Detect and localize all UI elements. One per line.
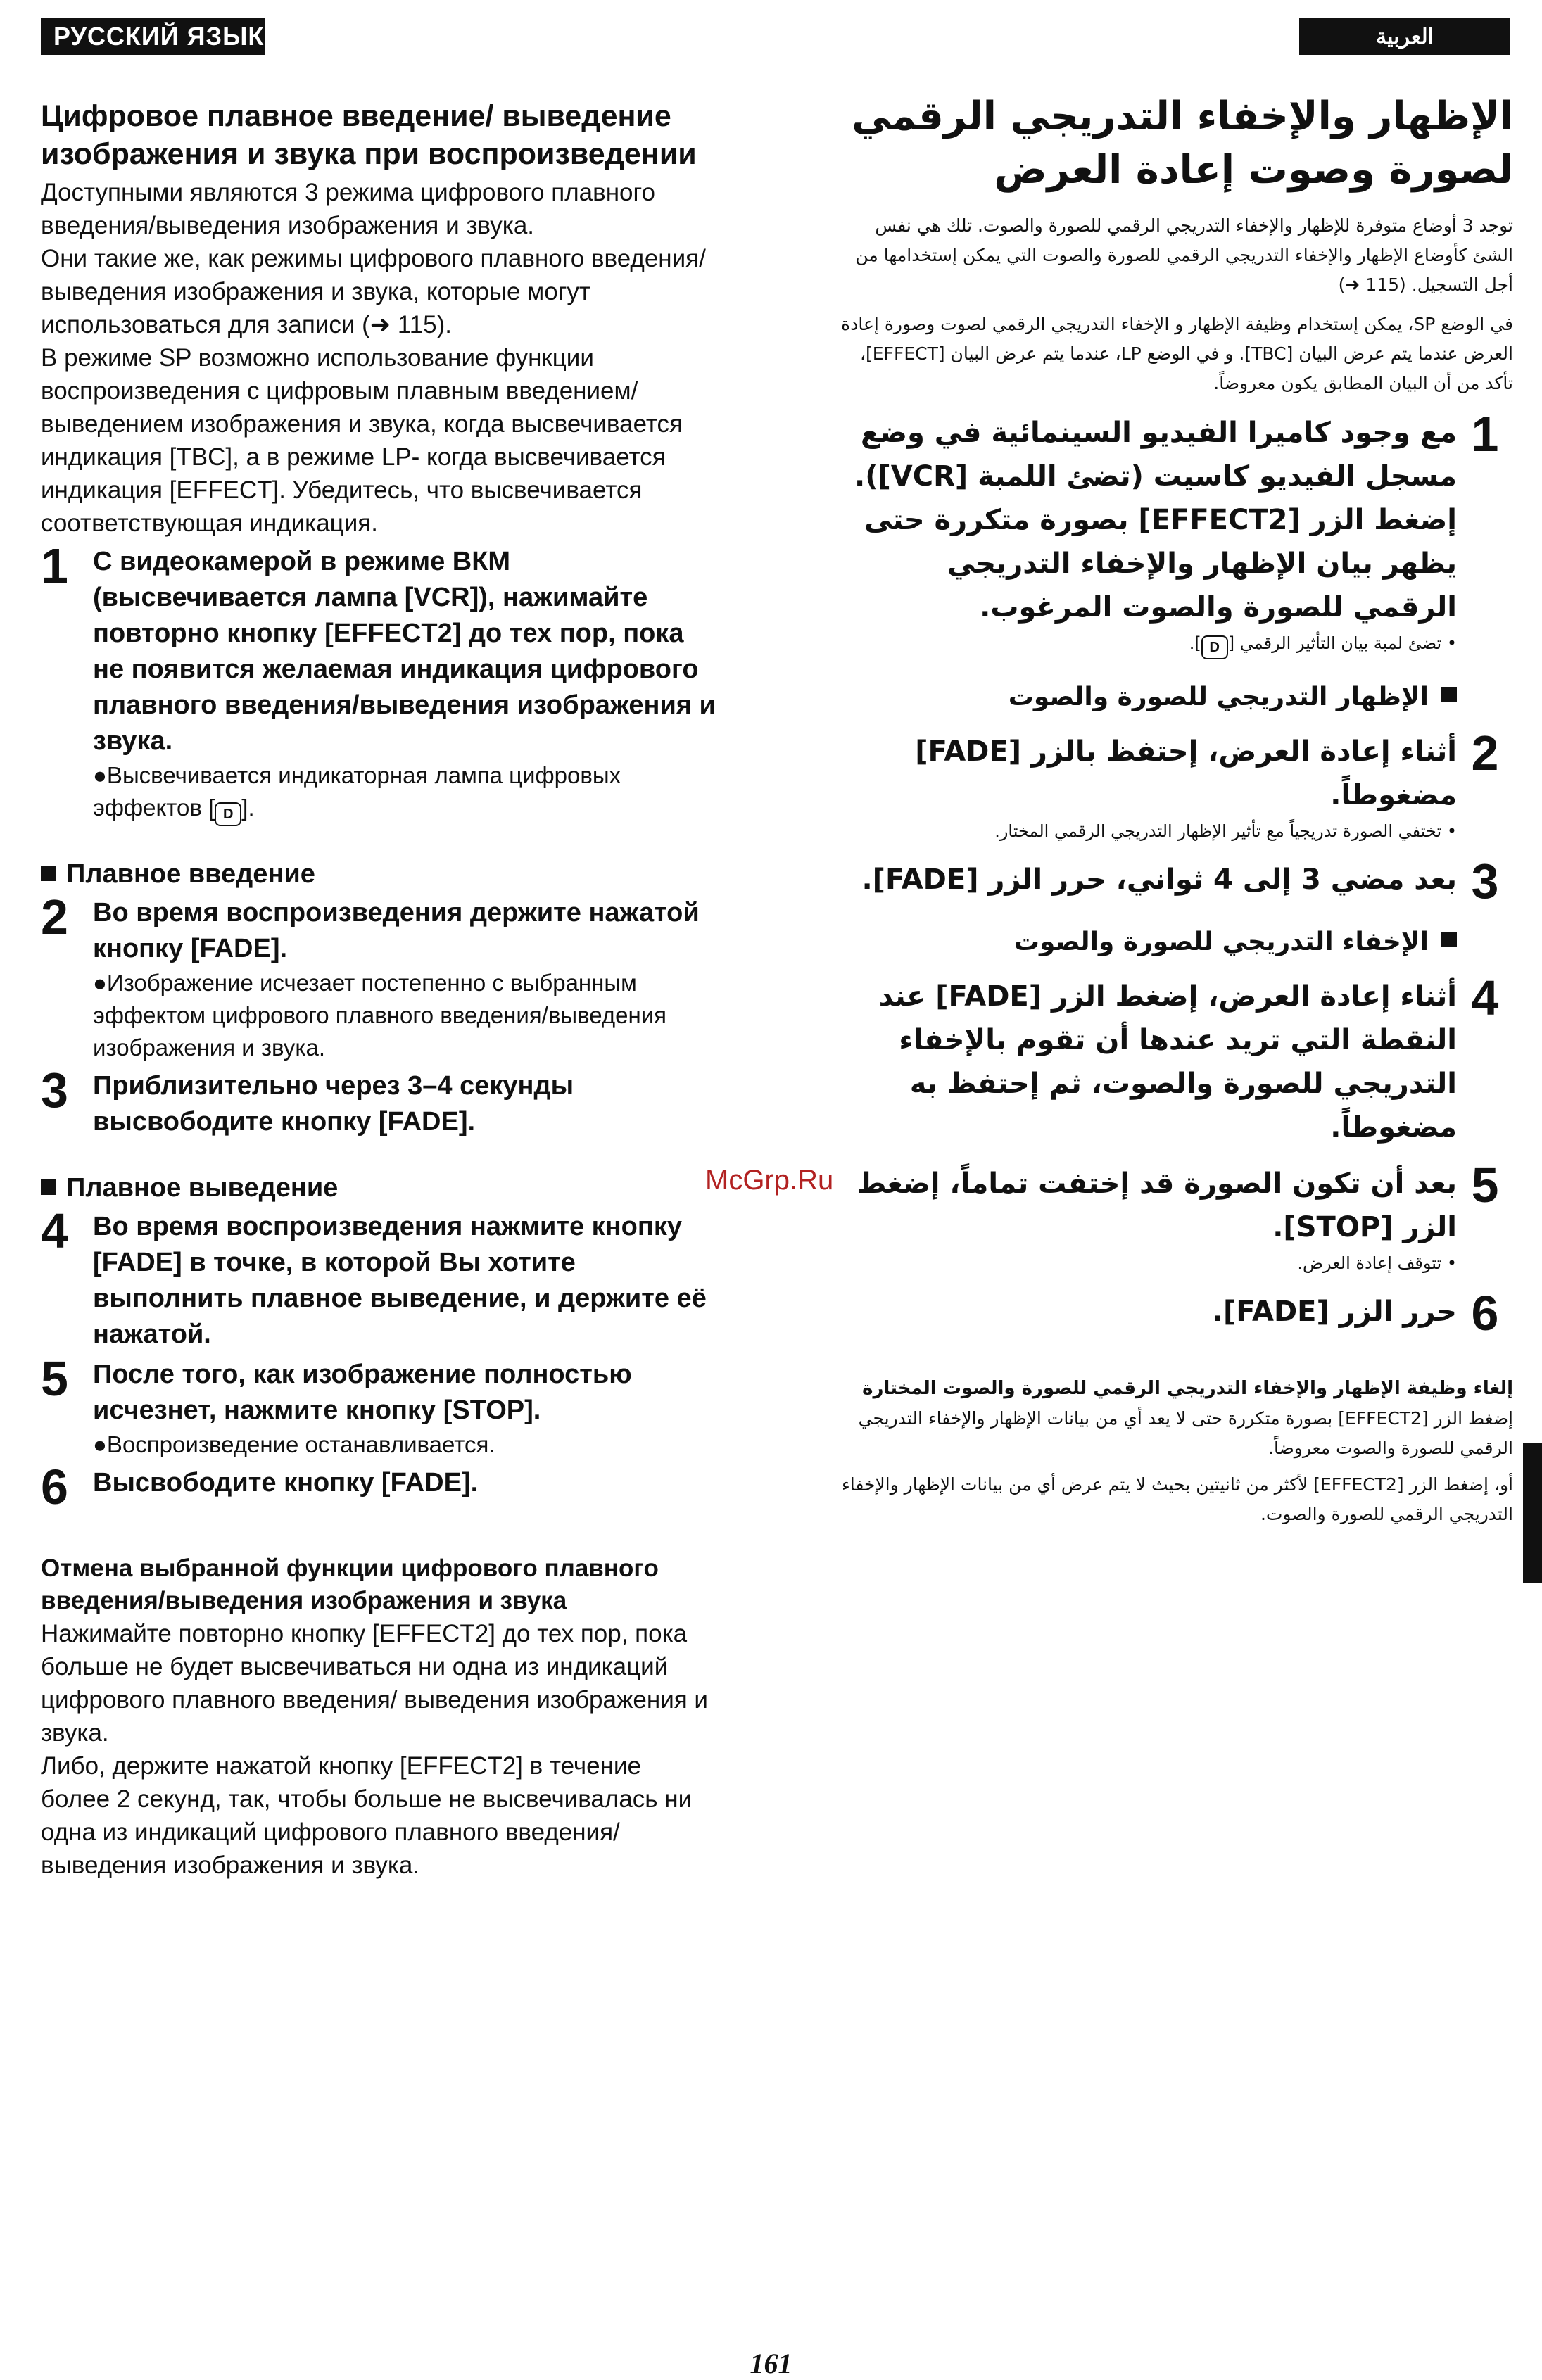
ru-intro-3: В режиме SP возможно использование функции воспроизведения с цифровым плавным введением/ выведением изображения и звука, когда высвечивается индикация [TBC], а в режиме LP- когда высвечивается индикация [EFFECT]. Убедитесь, что высвечивается соответствующая индикация.	[41, 344, 683, 537]
ru-step-6-text: Высвободите кнопку [FADE].	[93, 1468, 479, 1498]
ar-step-2-number: 2	[1471, 726, 1499, 780]
ru-step-5-note: ●Воспроизведение останавливается.	[93, 1431, 495, 1457]
ru-step-5	[41, 1351, 716, 1461]
ar-intro-2: في الوضع SP، يمكن إستخدام وظيفة الإظهار و الإخفاء التدريجي الرقمي لصوت وصورة إعادة العرض عندما يتم عرض البيان [TBC]. و في الوضع LP، عندما يتم عرض البيان [EFFECT]، تأكد من أن البيان المطابق يكون معروضاً.	[841, 314, 1513, 393]
ru-title: Цифровое плавное введение/ выведение изображения и звука при воспроизведении	[41, 99, 697, 171]
ar-step-6-text: حرر الزر [FADE].	[1212, 1296, 1457, 1328]
language-header-russian-label: РУССКИЙ ЯЗЫК	[53, 22, 265, 51]
ru-step-2	[41, 890, 716, 1064]
ar-cancel-text-1: إضغط الزر [EFFECT2] بصورة متكررة حتى لا يعد أي من بيانات الإظهار والإخفاء التدريجي الرقمي للصورة والصوت معروضاً.	[858, 1408, 1513, 1458]
square-bullet-icon	[1441, 932, 1457, 947]
arabic-column	[838, 90, 1513, 1536]
ru-intro-1: Доступными являются 3 режима цифрового плавного введения/выведения изображения и звука.	[41, 179, 655, 239]
ar-cancel-heading: إلغاء وظيفة الإظهار والإخفاء التدريجي الرقمي للصورة والصوت المختارة	[862, 1378, 1513, 1399]
ar-step-2-text: أثناء إعادة العرض، إحتفظ بالزر [FADE] مضغوطاً.	[915, 735, 1457, 811]
russian-column	[41, 97, 716, 1882]
ru-step-1	[41, 538, 716, 826]
ar-cancel-text-2: أو، إضغط الزر [EFFECT2] لأكثر من ثانيتين بحيث لا يتم عرض أي من بيانات الإظهار والإخفاء التدريجي الرقمي للصورة والصوت.	[841, 1474, 1513, 1524]
side-index-tab	[1523, 1443, 1542, 1583]
ar-step-2-note: • تختفي الصورة تدريجياً مع تأثير الإظهار التدريجي الرقمي المختار.	[994, 821, 1457, 841]
language-header-russian	[41, 18, 265, 55]
ar-step-6	[838, 1286, 1513, 1341]
square-bullet-icon	[41, 1179, 56, 1195]
ar-step-5	[838, 1158, 1513, 1277]
ar-fade-out-heading: الإخفاء التدريجي للصورة والصوت	[838, 923, 1457, 962]
ru-fade-out-heading: Плавное выведение	[41, 1171, 716, 1205]
ru-step-2-number: 2	[41, 890, 68, 944]
ru-step-4-text: Во время воспроизведения нажмите кнопку [FADE] в точке, в которой Вы хотите выполнить плавное выведение, и держите её нажатой.	[93, 1212, 707, 1349]
ru-cancel-text-2: Либо, держите нажатой кнопку [EFFECT2] в течение более 2 секунд, так, чтобы больше не высвечивалась ни одна из индикаций цифрового плавного введения/выведения изображения и звука.	[41, 1752, 693, 1879]
ar-step-4-text: أثناء إعادة العرض، إضغط الزر [FADE] عند النقطة التي تريد عندها أن تقوم بالإخفاء التدريجي للصورة والصوت، ثم إحتفظ به مضغوطاً.	[878, 980, 1457, 1144]
ar-step-5-note: • تتوقف إعادة العرض.	[1297, 1253, 1457, 1273]
ar-intro-1: توجد 3 أوضاع متوفرة للإظهار والإخفاء التدريجي الرقمي للصورة والصوت. تلك هي نفس الشئ كأوضاع الإظهار والإخفاء التدريجي الرقمي للصورة والصوت التي يمكن إستخدامها من أجل التسجيل. (115 ➜)	[855, 215, 1513, 295]
ru-step-6-number: 6	[41, 1460, 68, 1514]
ru-step-3	[41, 1063, 716, 1140]
ar-step-3	[838, 854, 1513, 909]
ar-step-2	[838, 726, 1513, 845]
ru-step-1-text: С видеокамерой в режиме ВКМ (высвечивается лампа [VCR]), нажимайте повторно кнопку [EFFECT2] до тех пор, пока не появится желаемая индикация цифрового плавного введения/выведения изображения и звука.	[93, 547, 716, 756]
ar-step-1	[838, 407, 1513, 659]
ru-step-6	[41, 1460, 716, 1514]
ar-step-6-number: 6	[1471, 1286, 1499, 1341]
ar-step-4	[838, 970, 1513, 1149]
ar-step-1-text: مع وجود كاميرا الفيديو السينمائية في وضع مسجل الفيديو كاسيت (تضئ اللمبة [VCR]). إضغط الزر [EFFECT2] بصورة متكررة حتى يظهر بيان الإظهار والإخفاء التدريجي الرقمي للصورة والصوت المرغوب.	[854, 417, 1457, 624]
ru-step-4	[41, 1203, 716, 1353]
ar-step-3-number: 3	[1471, 854, 1499, 909]
ru-step-3-number: 3	[41, 1063, 68, 1118]
ru-step-5-text: После того, как изображение полностью исчезнет, нажмите кнопку [STOP].	[93, 1360, 632, 1425]
language-header-arabic-label: العربية	[1376, 25, 1434, 49]
ru-fade-in-heading: Плавное введение	[41, 857, 716, 891]
language-header-arabic	[1299, 18, 1510, 55]
digital-effect-icon: D	[215, 802, 241, 826]
ru-step-3-text: Приблизительно через 3–4 секунды высвободите кнопку [FADE].	[93, 1071, 574, 1137]
ru-cancel-text-1: Нажимайте повторно кнопку [EFFECT2] до тех пор, пока больше не будет высвечиваться ни одна из индикаций цифрового плавного введения/ выведения изображения и звука.	[41, 1620, 708, 1747]
ar-step-4-number: 4	[1471, 970, 1499, 1025]
ar-step-5-text: بعد أن تكون الصورة قد إختفت تماماً، إضغط الزر [STOP].	[857, 1167, 1457, 1243]
square-bullet-icon	[1441, 687, 1457, 702]
ru-step-5-number: 5	[41, 1351, 68, 1406]
ar-step-3-text: بعد مضي 3 إلى 4 ثواني، حرر الزر [FADE].	[861, 863, 1457, 896]
ru-step-1-note: ●Высвечивается индикаторная лампа цифровых эффектов [ D ].	[93, 759, 716, 826]
ru-step-1-number: 1	[41, 538, 68, 593]
digital-effect-icon: D	[1201, 635, 1228, 659]
square-bullet-icon	[41, 866, 56, 881]
ar-title: الإظهار والإخفاء التدريجي الرقمي لصورة وصوت إعادة العرض	[851, 94, 1513, 193]
page-number: 161	[750, 2348, 792, 2379]
ru-step-2-text: Во время воспроизведения держите нажатой кнопку [FADE].	[93, 898, 700, 963]
ar-step-1-number: 1	[1471, 407, 1499, 462]
ru-intro-2: Они такие же, как режимы цифрового плавного введения/выведения изображения и звука, которые могут использоваться для записи (➜ 115).	[41, 245, 706, 338]
ar-step-1-note: • تضئ لمبة بيان التأثير الرقمي [D].	[838, 629, 1457, 659]
ar-fade-in-heading: الإظهار التدريجي للصورة والصوت	[838, 678, 1457, 717]
ru-cancel-heading: Отмена выбранной функции цифрового плавного введения/выведения изображения и звука	[41, 1555, 659, 1614]
ar-step-5-number: 5	[1471, 1158, 1499, 1213]
watermark: McGrp.Ru	[705, 1165, 834, 1196]
ru-step-2-note: ●Изображение исчезает постепенно с выбранным эффектом цифрового плавного введения/выведения изображения и звука.	[93, 970, 667, 1061]
ru-step-4-number: 4	[41, 1203, 68, 1258]
